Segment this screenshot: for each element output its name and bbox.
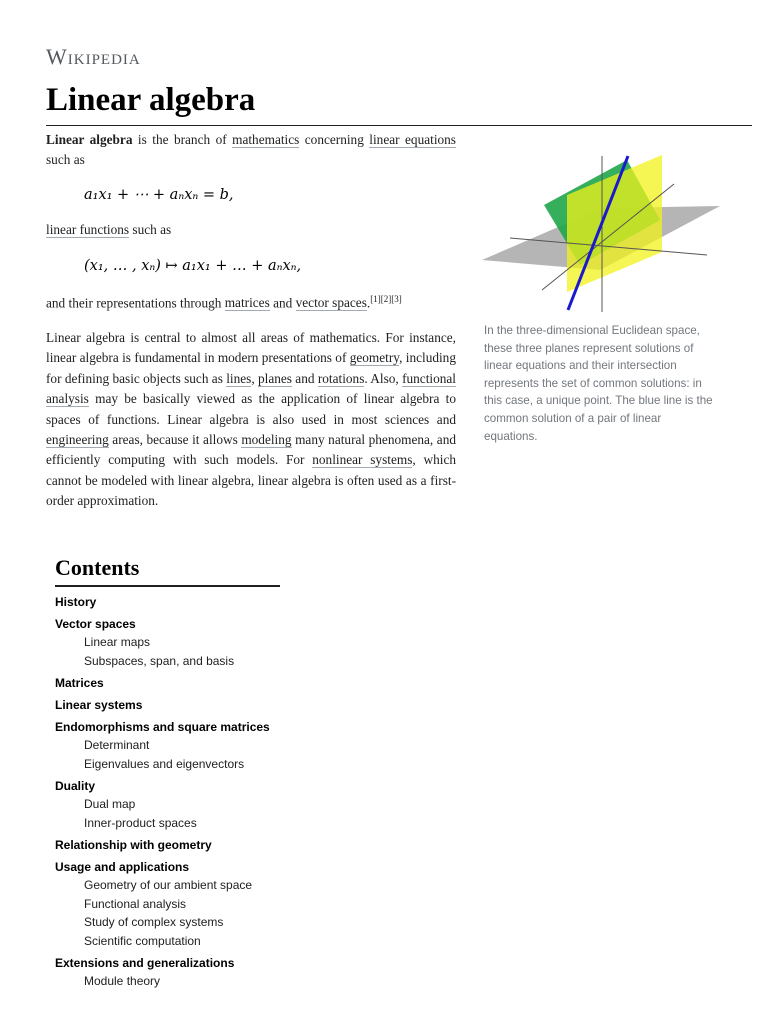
yellow-plane bbox=[567, 155, 662, 292]
text: such as bbox=[129, 222, 172, 237]
text: . Also, bbox=[364, 370, 403, 386]
toc-link[interactable]: Duality bbox=[55, 779, 96, 793]
text: and their representations through bbox=[46, 295, 225, 311]
toc-subitem-link[interactable]: Dual map bbox=[84, 797, 136, 811]
toc-link[interactable]: Linear systems bbox=[55, 698, 143, 712]
link-rotations[interactable]: rotations bbox=[317, 370, 365, 386]
link-mathematics[interactable]: mathematics bbox=[232, 132, 300, 147]
toc-link[interactable]: Relationship with geometry bbox=[55, 838, 212, 852]
text: , which cannot be modeled with linear algebra, linear algebra is often used as a first-order approximation. bbox=[46, 452, 456, 509]
toc-link[interactable]: Endomorphisms and square matrices bbox=[55, 720, 270, 734]
toc-title: Contents bbox=[55, 555, 280, 587]
link-modeling[interactable]: modeling bbox=[241, 432, 292, 448]
three-planes-figure[interactable] bbox=[482, 150, 722, 315]
toc-item bbox=[55, 674, 280, 692]
lead-text: such as bbox=[46, 152, 85, 168]
link-planes[interactable]: planes bbox=[258, 370, 292, 386]
toc-item bbox=[55, 593, 280, 611]
title-divider bbox=[46, 125, 752, 126]
link-linear-functions[interactable]: linear functions bbox=[46, 222, 130, 237]
equation-linear-equation: a₁x₁ + ⋯ + aₙxₙ = b, bbox=[84, 187, 234, 203]
toc-sublist bbox=[55, 736, 280, 773]
toc-item bbox=[55, 858, 280, 950]
representations-line bbox=[46, 294, 402, 311]
toc-subitem-link[interactable]: Determinant bbox=[84, 738, 150, 752]
toc-subitem-link[interactable]: Inner-product spaces bbox=[84, 815, 197, 830]
link-linear-equations[interactable]: linear equations bbox=[369, 132, 456, 147]
page-title: Linear algebra bbox=[46, 82, 256, 118]
toc-subitem-link[interactable]: Linear maps bbox=[84, 635, 151, 649]
link-matrices[interactable]: matrices bbox=[224, 295, 270, 311]
text: . bbox=[366, 295, 371, 311]
lead-text: is the branch of bbox=[132, 132, 233, 147]
text: Linear algebra is central to almost all areas of mathematics. For instance, linear algebra is fundamental in modern presentations of bbox=[46, 330, 456, 366]
toc-item bbox=[55, 718, 280, 773]
link-vector-spaces[interactable]: vector spaces bbox=[295, 295, 367, 311]
text: , including for defining basic objects such as bbox=[46, 350, 456, 386]
toc-sublist bbox=[55, 795, 280, 832]
link-nonlinear-systems[interactable]: nonlinear systems bbox=[312, 452, 413, 468]
text: many natural phenomena, and efficiently computing with such models. For bbox=[46, 432, 456, 468]
lead-paragraph bbox=[46, 130, 456, 171]
toc-link[interactable]: Matrices bbox=[55, 676, 104, 690]
toc-list bbox=[55, 593, 280, 991]
toc-item bbox=[55, 777, 280, 832]
reference-markers[interactable]: [1][2][3] bbox=[370, 294, 402, 304]
toc-subitem-link[interactable]: Scientific computation bbox=[84, 933, 201, 948]
equation-linear-function: (x₁, … , xₙ) ↦ a₁x₁ + … + aₙxₙ, bbox=[84, 258, 302, 274]
toc-subitem-link[interactable]: Module theory bbox=[84, 974, 161, 988]
toc-item bbox=[55, 836, 280, 854]
toc-link[interactable]: History bbox=[55, 595, 97, 609]
toc-subitem-link[interactable]: Geometry of our ambient space bbox=[84, 878, 253, 892]
toc-subitem-link[interactable]: Study of complex systems bbox=[84, 915, 224, 929]
link-functional-analysis[interactable]: functional analysis bbox=[46, 370, 456, 407]
toc-subitem-link[interactable]: Functional analysis bbox=[84, 896, 187, 911]
toc-sublist bbox=[55, 876, 280, 950]
toc-item bbox=[55, 615, 280, 670]
link-lines[interactable]: lines bbox=[226, 370, 252, 386]
text: and bbox=[269, 295, 296, 311]
toc-link[interactable]: Vector spaces bbox=[55, 617, 136, 631]
text: areas, because it allows bbox=[108, 432, 242, 448]
body-paragraph bbox=[46, 328, 456, 512]
toc-sublist bbox=[55, 633, 280, 670]
text: may be basically viewed as the application of linear algebra to spaces of functions. Linear algebra is also used in most sciences and bbox=[46, 391, 456, 427]
toc-link[interactable]: Usage and applications bbox=[55, 860, 190, 874]
lead-bold-term: Linear algebra bbox=[46, 132, 133, 147]
toc-link[interactable]: Extensions and generalizations bbox=[55, 956, 235, 970]
lead-text: concerning bbox=[299, 132, 370, 147]
figure-caption: In the three-dimensional Euclidean space, these three planes represent solutions of linear equations and their intersection represents the set of common solutions: in this case, a unique point. The blue line is the common solution of a pair of linear equations. bbox=[484, 324, 713, 443]
table-of-contents bbox=[55, 555, 280, 991]
wikipedia-wordmark[interactable]: Wikipedia bbox=[46, 44, 141, 69]
toc-sublist bbox=[55, 972, 280, 991]
toc-subitem-link[interactable]: Subspaces, span, and basis bbox=[84, 653, 235, 668]
toc-item bbox=[55, 696, 280, 714]
link-engineering[interactable]: engineering bbox=[46, 432, 109, 448]
linear-functions-line bbox=[46, 222, 171, 238]
toc-item bbox=[55, 954, 280, 991]
toc-subitem-link[interactable]: Eigenvalues and eigenvectors bbox=[84, 756, 245, 771]
text: , bbox=[251, 370, 258, 386]
link-geometry[interactable]: geometry bbox=[349, 350, 400, 366]
text: and bbox=[291, 370, 318, 386]
